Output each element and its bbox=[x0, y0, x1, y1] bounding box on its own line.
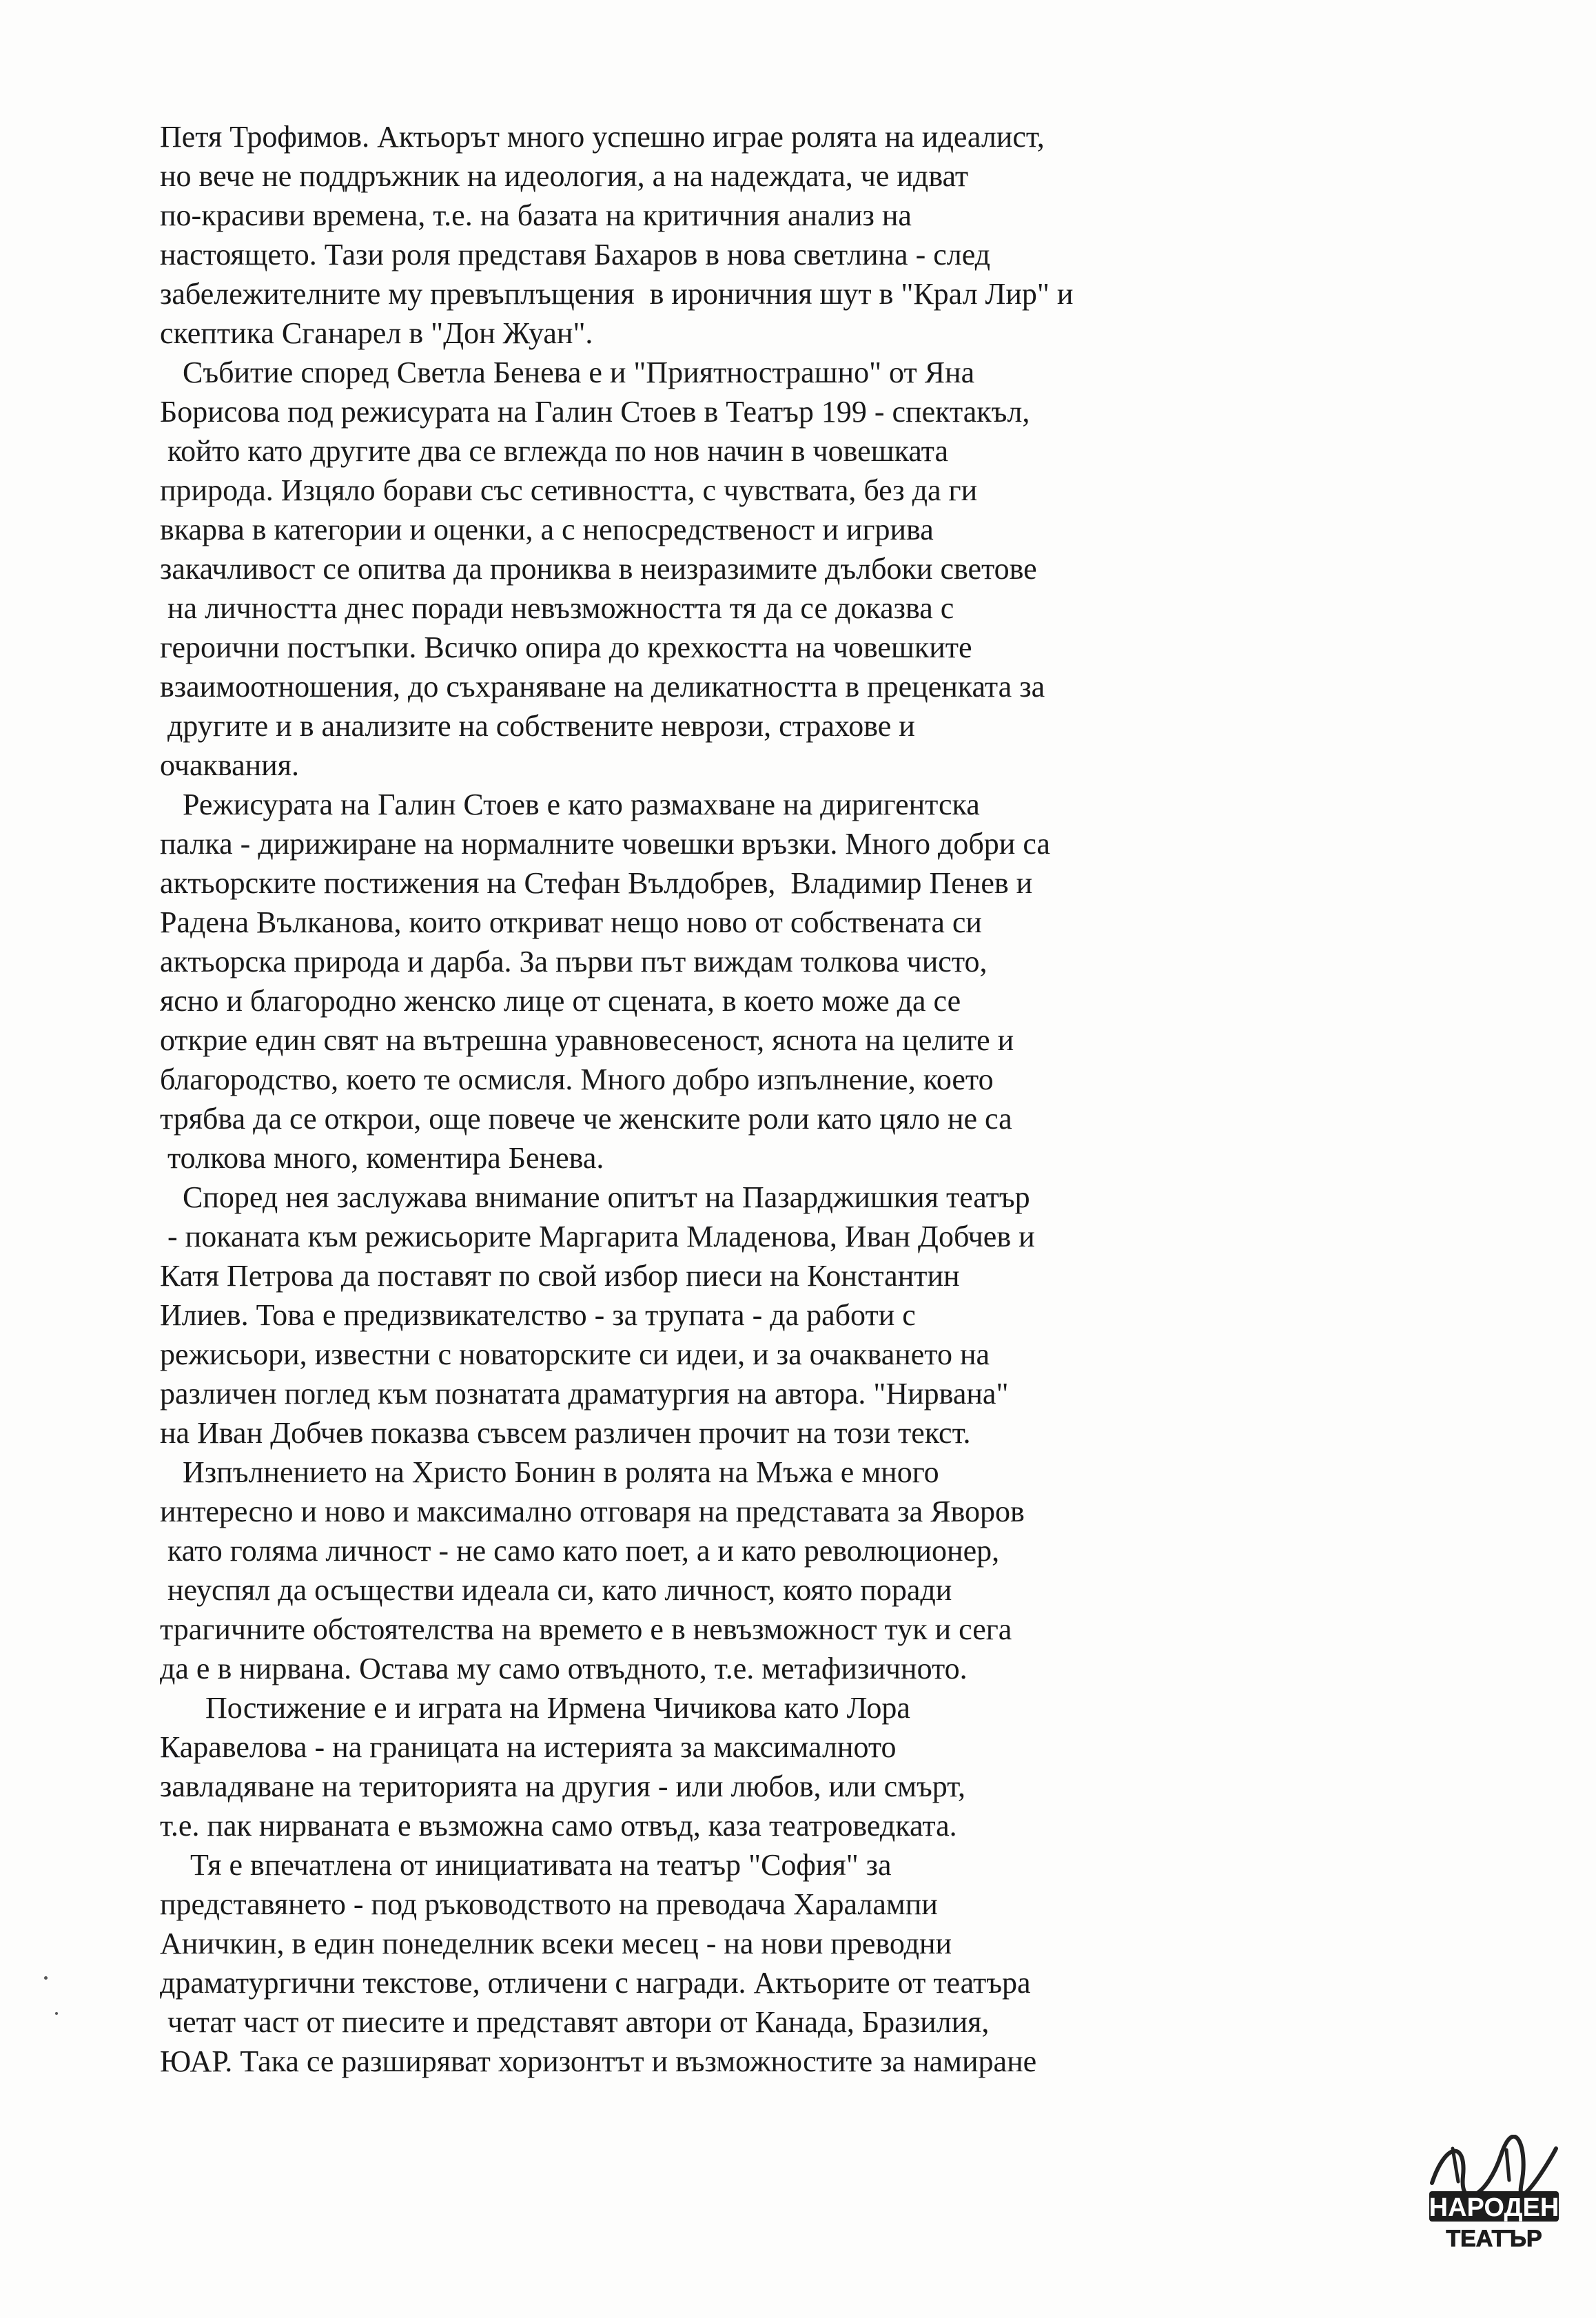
text-line: Каравелова - на границата на истерията за максималното bbox=[160, 1730, 897, 1764]
text-line: Аничкин, в един понеделник всеки месец - на нови преводни bbox=[160, 1927, 952, 1960]
text-line: по-красиви времена, т.е. на базата на критичния анализ на bbox=[160, 198, 912, 232]
text-line: като голяма личност - не само като поет, а и като революционер, bbox=[160, 1534, 1000, 1568]
text-line: Катя Петрова да поставят по свой избор пиеси на Константин bbox=[160, 1259, 960, 1293]
text-line: ясно и благородно женско лице от сцената, в което може да се bbox=[160, 984, 961, 1018]
text-line: Според нея заслужава внимание опитът на Пазарджишкия театър bbox=[160, 1180, 1030, 1214]
text-line: актьорските постижения на Стефан Вълдобрев, Владимир Пенев и bbox=[160, 866, 1033, 900]
text-line: Изпълнението на Христо Бонин в ролята на Мъжа е много bbox=[160, 1455, 939, 1489]
text-line: закачливост се опитва да прониква в неизразимите дълбоки светове bbox=[160, 552, 1037, 586]
text-line: Борисова под режисурата на Галин Стоев в Театър 199 - спектакъл, bbox=[160, 395, 1030, 429]
text-line: трябва да се открои, още повече че женските роли като цяло не са bbox=[160, 1102, 1012, 1136]
text-line: различен поглед към познатата драматургия на автора. "Нирвана" bbox=[160, 1377, 1009, 1411]
text-line: забележителните му превъплъщения в ироничния шут в "Крал Лир" и bbox=[160, 277, 1074, 311]
text-line: Тя е впечатлена от инициативата на театър "София" за bbox=[160, 1848, 892, 1882]
text-line: Постижение е и играта на Ирмена Чичикова като Лора bbox=[160, 1691, 910, 1725]
scan-speck bbox=[55, 2012, 58, 2015]
theatre-logo bbox=[1425, 2135, 1563, 2252]
body-text bbox=[160, 117, 1235, 2081]
text-line: драматургични текстове, отличени с награди. Актьорите от театъра bbox=[160, 1966, 1031, 2000]
text-line: вкарва в категории и оценки, а с непосредственост и игрива bbox=[160, 513, 934, 546]
text-line: четат част от пиесите и представят автори от Канада, Бразилия, bbox=[160, 2005, 990, 2039]
text-line: представянето - под ръководството на преводача Харалампи bbox=[160, 1887, 938, 1921]
text-line: другите и в анализите на собствените неврози, страхове и bbox=[160, 709, 915, 743]
logo-line-1: НАРОДЕН bbox=[1429, 2193, 1559, 2222]
text-line: палка - дирижиране на нормалните човешки връзки. Много добри са bbox=[160, 827, 1050, 861]
text-line: интересно и ново и максимално отговаря на представата за Яворов bbox=[160, 1495, 1025, 1528]
text-line: трагичните обстоятелства на времето е в невъзможност тук и сега bbox=[160, 1612, 1012, 1646]
text-line: режисьори, известни с новаторските си идеи, и за очакването на bbox=[160, 1337, 990, 1371]
text-line: Илиев. Това е предизвикателство - за трупата - да работи с bbox=[160, 1298, 916, 1332]
text-line: който като другите два се вглежда по нов начин в човешката bbox=[160, 434, 948, 468]
text-line: неуспял да осъществи идеала си, като личност, която поради bbox=[160, 1573, 952, 1607]
text-line: актьорска природа и дарба. За първи път виждам толкова чисто, bbox=[160, 945, 988, 978]
text-line: открие един свят на вътрешна уравновесеност, яснота на целите и bbox=[160, 1023, 1014, 1057]
scan-speck bbox=[44, 1976, 48, 1980]
text-line: на личността днес поради невъзможността тя да се доказва с bbox=[160, 591, 954, 625]
text-line: завладяване на територията на другия - или любов, или смърт, bbox=[160, 1770, 966, 1803]
text-line: но вече не поддръжник на идеология, а на надеждата, че идват bbox=[160, 159, 969, 193]
text-line: да е в нирвана. Остава му само отвъдното, т.е. метафизичното. bbox=[160, 1652, 968, 1685]
logo-line-2: ТЕАТЪР bbox=[1446, 2226, 1542, 2252]
text-line: героични постъпки. Всичко опира до крехкостта на човешките bbox=[160, 630, 972, 664]
text-line: настоящето. Тази роля представя Бахаров в нова светлина - след bbox=[160, 238, 991, 271]
text-line: очаквания. bbox=[160, 748, 299, 782]
text-line: взаимоотношения, до съхраняване на деликатността в преценката за bbox=[160, 670, 1045, 704]
text-line: скептика Сганарел в "Дон Жуан". bbox=[160, 316, 593, 350]
theatre-logo-graphic bbox=[1425, 2135, 1563, 2252]
text-line: благородство, което те осмисля. Много добро изпълнение, което bbox=[160, 1063, 994, 1096]
text-line: Режисурата на Галин Стоев е като размахване на диригентска bbox=[160, 788, 980, 821]
text-line: ЮАР. Така се разширяват хоризонтът и възможностите за намиране bbox=[160, 2044, 1037, 2078]
text-line: природа. Изцяло борави със сетивността, с чувствата, без да ги bbox=[160, 473, 978, 507]
text-line: - поканата към режисьорите Маргарита Младенова, Иван Добчев и bbox=[160, 1220, 1035, 1253]
text-line: Събитие според Светла Бенева е и "Приятнострашно" от Яна bbox=[160, 356, 975, 389]
text-line: толкова много, коментира Бенева. bbox=[160, 1141, 604, 1175]
text-line: на Иван Добчев показва съвсем различен прочит на този текст. bbox=[160, 1416, 971, 1450]
text-line: Петя Трофимов. Актьорът много успешно играе ролята на идеалист, bbox=[160, 120, 1045, 154]
text-line: Радена Вълканова, които откриват нещо ново от собствената си bbox=[160, 905, 982, 939]
text-line: т.е. пак нирваната е възможна само отвъд, каза театроведката. bbox=[160, 1809, 957, 1843]
